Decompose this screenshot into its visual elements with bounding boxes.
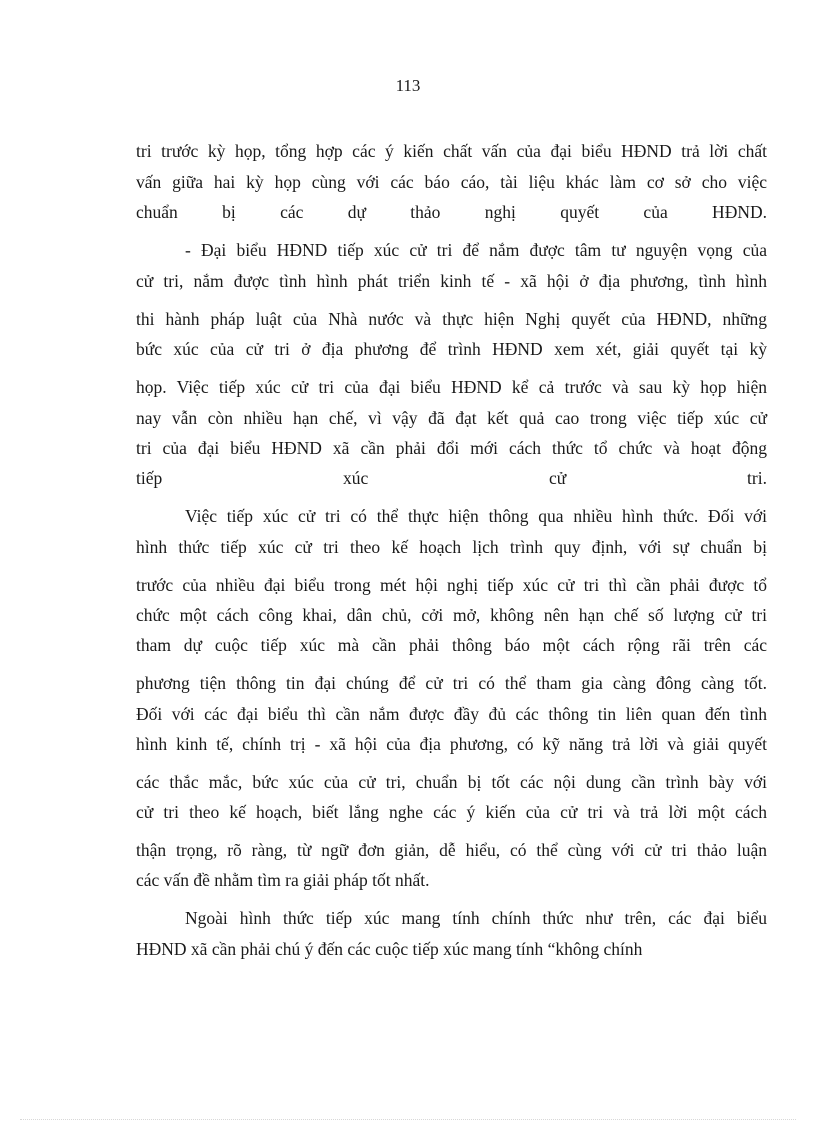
text-line: Đối với các đại biểu thì cần nắm được đầy đủ các thông tin liên quan đến tình bbox=[136, 704, 767, 724]
text-line: HĐND xã cần phải chú ý đến các cuộc tiếp xúc mang tính “không chính bbox=[136, 939, 643, 959]
text-line: - Đại biểu HĐND tiếp xúc cử tri để nắm được tâm tư nguyện vọng của bbox=[185, 240, 767, 260]
text-line: hình thức tiếp xúc cử tri theo kế hoạch lịch trình quy định, với sự chuẩn bị bbox=[136, 537, 767, 557]
text-line: các vấn đề nhằm tìm ra giải pháp tốt nhất. bbox=[136, 870, 430, 890]
text-line: họp. Việc tiếp xúc cử tri của đại biểu HĐND kể cả trước và sau kỳ họp hiện bbox=[136, 377, 767, 397]
text-line: thận trọng, rõ ràng, từ ngữ đơn giản, dễ hiểu, có thể cùng với cử tri thảo luận bbox=[136, 840, 767, 860]
text-line: nay vẫn còn nhiều hạn chế, vì vậy đã đạt kết quả cao trong việc tiếp xúc cử bbox=[136, 408, 767, 428]
text-line: cử tri theo kế hoạch, biết lắng nghe các ý kiến của cử tri và trả lời một cách bbox=[136, 802, 767, 822]
text-line: tiếp xúc cử tri. bbox=[136, 468, 767, 488]
text-line: bức xúc của cử tri ở địa phương để trình HĐND xem xét, giải quyết tại kỳ bbox=[136, 339, 767, 359]
text-line: trước của nhiều đại biểu trong mét hội nghị tiếp xúc cử tri thì cần phải được tổ bbox=[136, 575, 767, 595]
text-line: Việc tiếp xúc cử tri có thể thực hiện thông qua nhiều hình thức. Đối với bbox=[185, 506, 767, 526]
text-line: Ngoài hình thức tiếp xúc mang tính chính thức như trên, các đại biểu bbox=[185, 908, 767, 928]
text-line: cử tri, nắm được tình hình phát triển kinh tế - xã hội ở địa phương, tình hình bbox=[136, 271, 767, 291]
text-line: tham dự cuộc tiếp xúc mà cần phải thông báo một cách rộng rãi trên các bbox=[136, 635, 767, 655]
text-line: tri của đại biểu HĐND xã cần phải đổi mới cách thức tổ chức và hoạt động bbox=[136, 438, 767, 458]
text-line: chuẩn bị các dự thảo nghị quyết của HĐND. bbox=[136, 202, 767, 222]
text-line: vấn giữa hai kỳ họp cùng với các báo cáo, tài liệu khác làm cơ sở cho việc bbox=[136, 172, 767, 192]
text-line: tri trước kỳ họp, tổng hợp các ý kiến chất vấn của đại biểu HĐND trả lời chất bbox=[136, 141, 767, 161]
text-line: chức một cách công khai, dân chủ, cởi mở, không nên hạn chế số lượng cử tri bbox=[136, 605, 767, 625]
text-line: hình kinh tế, chính trị - xã hội của địa phương, có kỹ năng trả lời và giải quyết bbox=[136, 734, 767, 754]
text-line: thi hành pháp luật của Nhà nước và thực hiện Nghị quyết của HĐND, những bbox=[136, 309, 767, 329]
page-number: 113 bbox=[395, 76, 421, 95]
page-bottom-divider bbox=[20, 1119, 796, 1120]
text-line: các thắc mắc, bức xúc của cử tri, chuẩn bị tốt các nội dung cần trình bày với bbox=[136, 772, 767, 792]
text-line: phương tiện thông tin đại chúng để cử tri có thể tham gia càng đông càng tốt. bbox=[136, 673, 767, 693]
